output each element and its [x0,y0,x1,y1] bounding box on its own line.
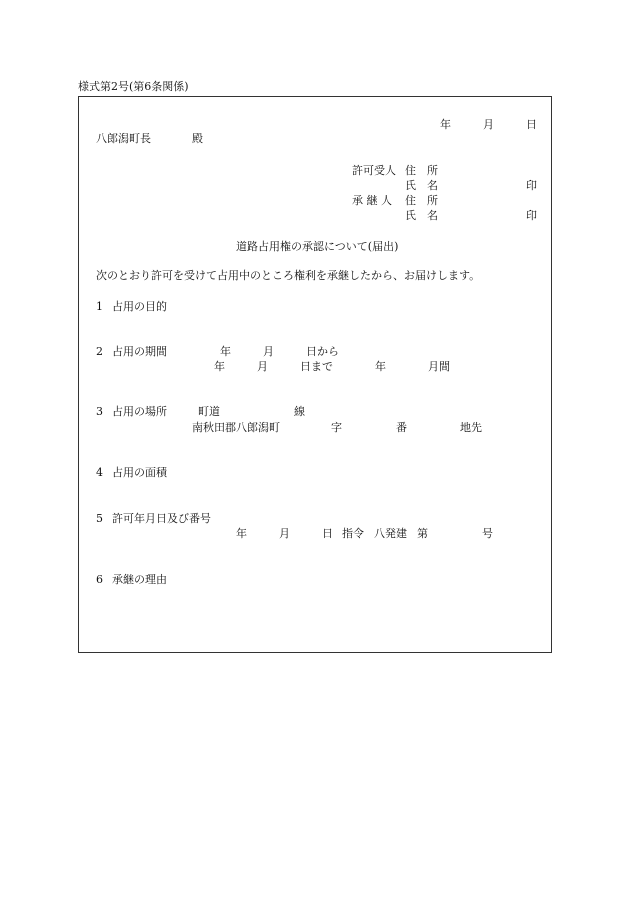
location-aza: 字 [331,421,342,434]
form-label: 様式第2号(第6条関係) [78,80,189,93]
location-chisaki: 地先 [460,421,482,434]
period-to-day: 日まで [300,360,333,373]
item-4-number: 4 [96,466,103,479]
period-from-month: 月 [263,345,274,358]
location-ban: 番 [396,421,407,434]
successor-name-label: 氏 名 [405,209,438,222]
permit-holder-label: 許可受人 [352,164,396,177]
item-4-label: 占用の面積 [112,466,167,479]
item-1-number: 1 [96,300,103,313]
period-from-year: 年 [220,345,231,358]
successor-label: 承 継 人 [352,194,392,207]
period-duration-year: 年 [375,360,386,373]
intro-text: 次のとおり許可を受けて占用中のところ権利を承継したから、お届けします。 [96,269,481,282]
item-5-number: 5 [96,512,103,525]
period-duration-month: 月間 [428,360,450,373]
permit-year: 年 [236,527,247,540]
document-title: 道路占用権の承認について(届出) [236,240,399,253]
item-1-label: 占用の目的 [112,300,167,313]
permit-directive: 指令 [342,527,364,540]
item-3-number: 3 [96,405,103,418]
addressee-name: 八郎潟町長 [96,132,151,145]
location-address-prefix: 南秋田郡八郎潟町 [192,421,280,434]
permit-holder-name-label: 氏 名 [405,179,438,192]
permit-holder-address-label: 住 所 [405,164,438,177]
item-5-label: 許可年月日及び番号 [112,512,211,525]
item-2-label: 占用の期間 [112,345,167,358]
location-town-road: 町道 [198,405,220,418]
form-frame [78,96,552,653]
period-to-year: 年 [214,360,225,373]
date-year: 年 [440,118,451,131]
addressee-honorific: 殿 [192,132,203,145]
successor-seal: 印 [526,209,537,222]
location-route: 線 [294,405,305,418]
period-to-month: 月 [257,360,268,373]
permit-holder-seal: 印 [526,179,537,192]
item-2-number: 2 [96,345,103,358]
item-3-label: 占用の場所 [112,405,167,418]
permit-go: 号 [482,527,493,540]
date-day: 日 [526,118,537,131]
item-6-number: 6 [96,573,103,586]
item-6-label: 承継の理由 [112,573,167,586]
permit-month: 月 [279,527,290,540]
period-from-day: 日から [306,345,339,358]
permit-day: 日 [322,527,333,540]
permit-office: 八発建 [374,527,407,540]
date-month: 月 [483,118,494,131]
successor-address-label: 住 所 [405,194,438,207]
permit-dai: 第 [417,527,428,540]
